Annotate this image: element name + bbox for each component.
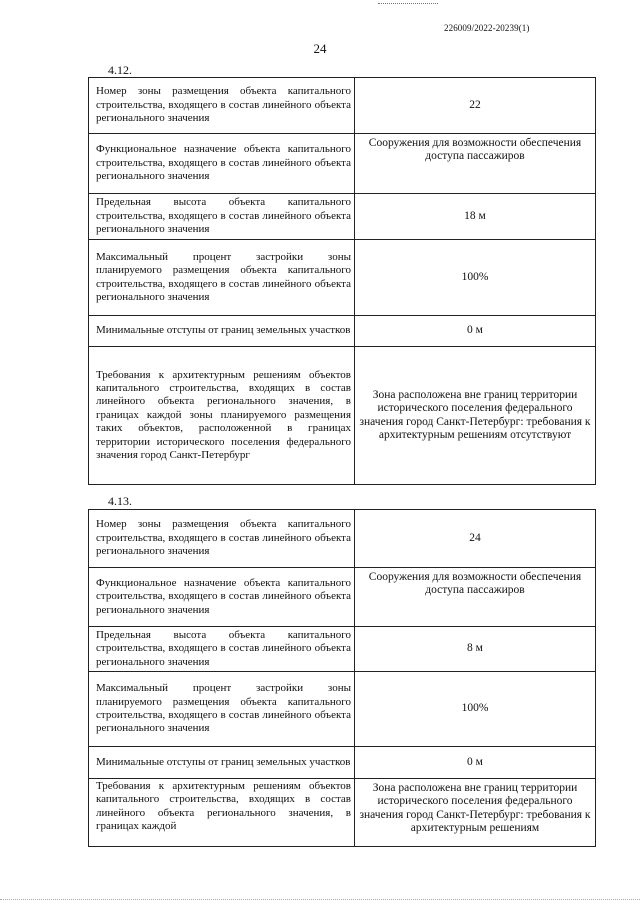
row-key: Требования к архитектурным решениям объектов капитального строительства, входящих в состав линейного объекта регионального значения, в границах каждой зоны планируемого размещения таких объектов, расположенной в границах территории исторического поселения федерального значения город Санкт-Петербург bbox=[89, 347, 355, 485]
table-row bbox=[89, 194, 596, 240]
row-value: 0 м bbox=[355, 316, 596, 347]
row-value: 22 bbox=[355, 78, 596, 134]
row-key: Минимальные отступы от границ земельных участков bbox=[89, 316, 355, 347]
row-key: Минимальные отступы от границ земельных участков bbox=[89, 747, 355, 779]
table-row bbox=[89, 134, 596, 194]
row-key: Функциональное назначение объекта капитального строительства, входящего в состав линейного объекта регионального значения bbox=[89, 568, 355, 627]
row-value: 24 bbox=[355, 510, 596, 568]
row-value: Сооружения для возможности обеспечения доступа пассажиров bbox=[355, 134, 596, 194]
table-row bbox=[89, 747, 596, 779]
properties-table-4-13 bbox=[88, 509, 596, 847]
row-value: Зона расположена вне границ территории исторического поселения федерального значения город Санкт-Петербург: требования к архитектурным решениям bbox=[355, 779, 596, 847]
section-label-4-13: 4.13. bbox=[108, 494, 132, 508]
table-row bbox=[89, 510, 596, 568]
table-row bbox=[89, 78, 596, 134]
scan-artifact-top bbox=[378, 3, 438, 5]
document-id: 226009/2022-20239(1) bbox=[444, 23, 530, 33]
row-key: Предельная высота объекта капитального строительства, входящего в состав линейного объекта регионального значения bbox=[89, 627, 355, 672]
row-value: 100% bbox=[355, 240, 596, 316]
row-key: Номер зоны размещения объекта капитального строительства, входящего в состав линейного объекта регионального значения bbox=[89, 510, 355, 568]
table-row bbox=[89, 316, 596, 347]
table-row bbox=[89, 627, 596, 672]
page-number: 24 bbox=[313, 41, 327, 56]
row-value: 100% bbox=[355, 672, 596, 747]
row-key: Функциональное назначение объекта капитального строительства, входящего в состав линейного объекта регионального значения bbox=[89, 134, 355, 194]
table-row bbox=[89, 347, 596, 485]
table-row bbox=[89, 779, 596, 847]
row-key: Предельная высота объекта капитального строительства, входящего в состав линейного объекта регионального значения bbox=[89, 194, 355, 240]
properties-table-4-12 bbox=[88, 77, 596, 485]
row-key: Номер зоны размещения объекта капитального строительства, входящего в состав линейного объекта регионального значения bbox=[89, 78, 355, 134]
row-value: 18 м bbox=[355, 194, 596, 240]
row-value: 8 м bbox=[355, 627, 596, 672]
table-row bbox=[89, 672, 596, 747]
row-value: Сооружения для возможности обеспечения доступа пассажиров bbox=[355, 568, 596, 627]
table-row bbox=[89, 240, 596, 316]
row-value: Зона расположена вне границ территории исторического поселения федерального значения город Санкт-Петербург: требования к архитектурным решениям отсутствуют bbox=[355, 347, 596, 485]
row-key: Требования к архитектурным решениям объектов капитального строительства, входящих в состав линейного объекта регионального значения, в границах каждой bbox=[89, 779, 355, 847]
section-label-4-12: 4.12. bbox=[108, 63, 132, 77]
table-row bbox=[89, 568, 596, 627]
scan-artifact-bottom bbox=[0, 899, 640, 901]
row-key: Максимальный процент застройки зоны планируемого размещения объекта капитального строительства, входящего в состав линейного объекта регионального значения bbox=[89, 672, 355, 747]
row-key: Максимальный процент застройки зоны планируемого размещения объекта капитального строительства, входящего в состав линейного объекта регионального значения bbox=[89, 240, 355, 316]
row-value: 0 м bbox=[355, 747, 596, 779]
